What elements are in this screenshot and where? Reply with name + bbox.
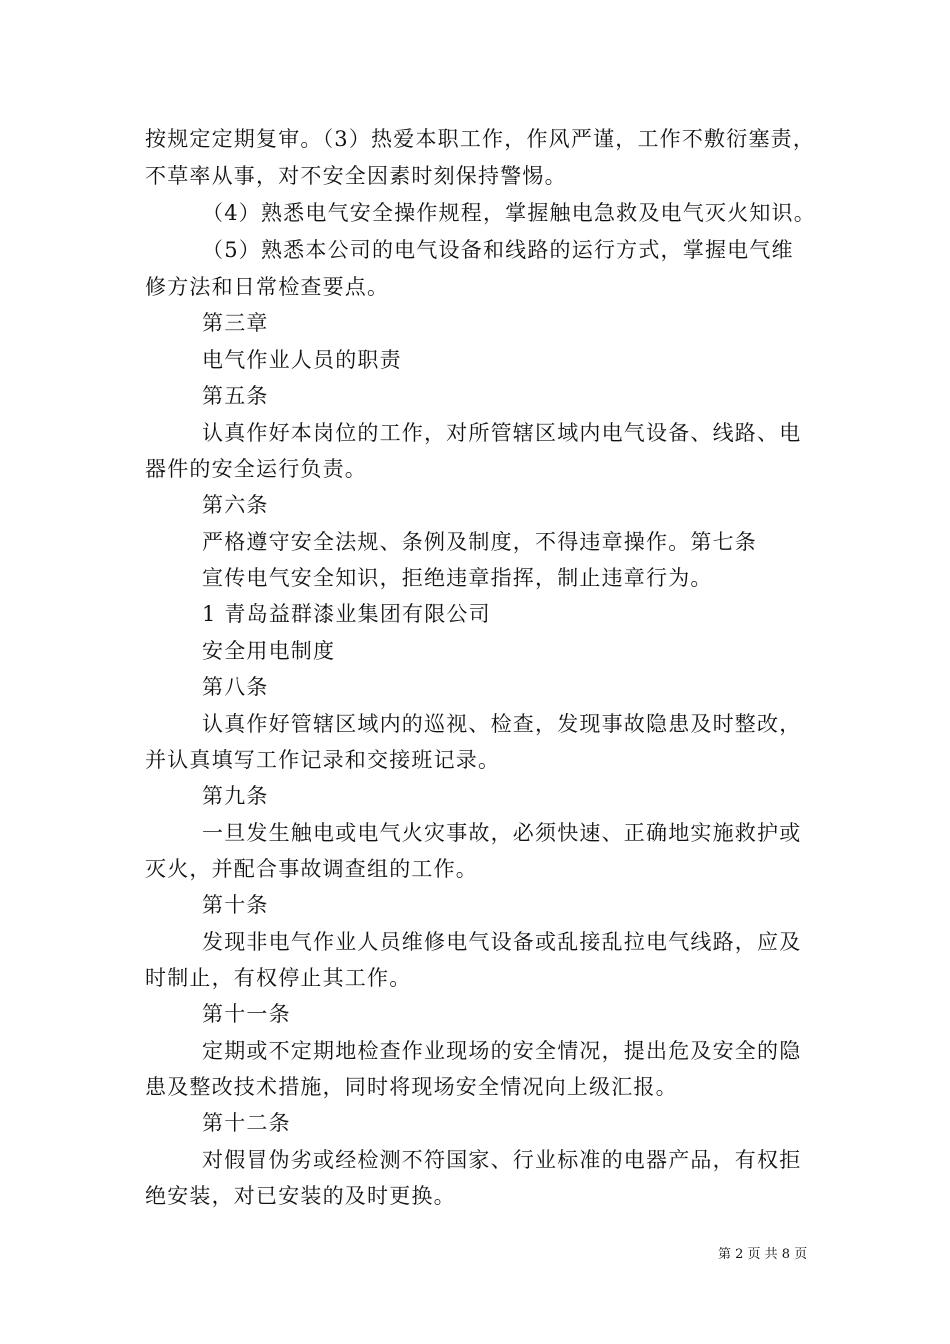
article-heading: 第六条 — [202, 493, 269, 517]
article-heading: 第十条 — [202, 893, 269, 917]
article-heading: 第五条 — [202, 384, 269, 408]
body-text-line: 严格遵守安全法规、条例及制度，不得违章操作。第七条 — [202, 530, 757, 554]
chapter-heading: 第三章 — [202, 311, 269, 335]
body-text-line: 按规定定期复审。（3）热爱本职工作，作风严谨，工作不敷衍塞责， — [145, 127, 816, 151]
body-text-line: 认真作好本岗位的工作，对所管辖区域内电气设备、线路、电 — [202, 421, 802, 445]
chapter-title: 电气作业人员的职责 — [202, 348, 402, 372]
body-text-line: 器件的安全运行负责。 — [145, 457, 367, 481]
body-text-line: 修方法和日常检查要点。 — [145, 275, 390, 299]
article-heading: 第九条 — [202, 784, 269, 808]
body-text-line: 灭火，并配合事故调查组的工作。 — [145, 857, 478, 881]
body-text-line: 定期或不定期地检查作业现场的安全情况，提出危及安全的隐 — [202, 1039, 802, 1063]
body-text-line: 并认真填写工作记录和交接班记录。 — [145, 748, 501, 772]
body-text-line: 宣传电气安全知识，拒绝违章指挥，制止违章行为。 — [202, 566, 713, 590]
body-text-line: （4）熟悉电气安全操作规程，掌握触电急救及电气灭火知识。 — [202, 201, 816, 225]
body-text-line: 时制止，有权停止其工作。 — [145, 966, 412, 990]
page-number-footer: 第 2 页 共 8 页 — [718, 1247, 808, 1262]
body-text-line: （5）熟悉本公司的电气设备和线路的运行方式，掌握电气维 — [202, 238, 794, 262]
body-text-line: 认真作好管辖区域内的巡视、检查，发现事故隐患及时整改， — [202, 712, 802, 736]
article-heading: 第十一条 — [202, 1002, 291, 1026]
document-title-line: 安全用电制度 — [202, 639, 336, 663]
body-text-line: 绝安装，对已安装的及时更换。 — [145, 1184, 456, 1208]
body-text-line: 患及整改技术措施，同时将现场安全情况向上级汇报。 — [145, 1075, 678, 1099]
article-heading: 第十二条 — [202, 1111, 291, 1135]
company-name-line: 1 青岛益群漆业集团有限公司 — [202, 602, 491, 626]
body-text-line: 一旦发生触电或电气火灾事故，必须快速、正确地实施救护或 — [202, 821, 802, 845]
body-text-line: 对假冒伪劣或经检测不符国家、行业标准的电器产品，有权拒 — [202, 1148, 802, 1172]
body-text-line: 发现非电气作业人员维修电气设备或乱接乱拉电气线路，应及 — [202, 930, 802, 954]
body-text-line: 不草率从事，对不安全因素时刻保持警惕。 — [145, 164, 567, 188]
article-heading: 第八条 — [202, 675, 269, 699]
